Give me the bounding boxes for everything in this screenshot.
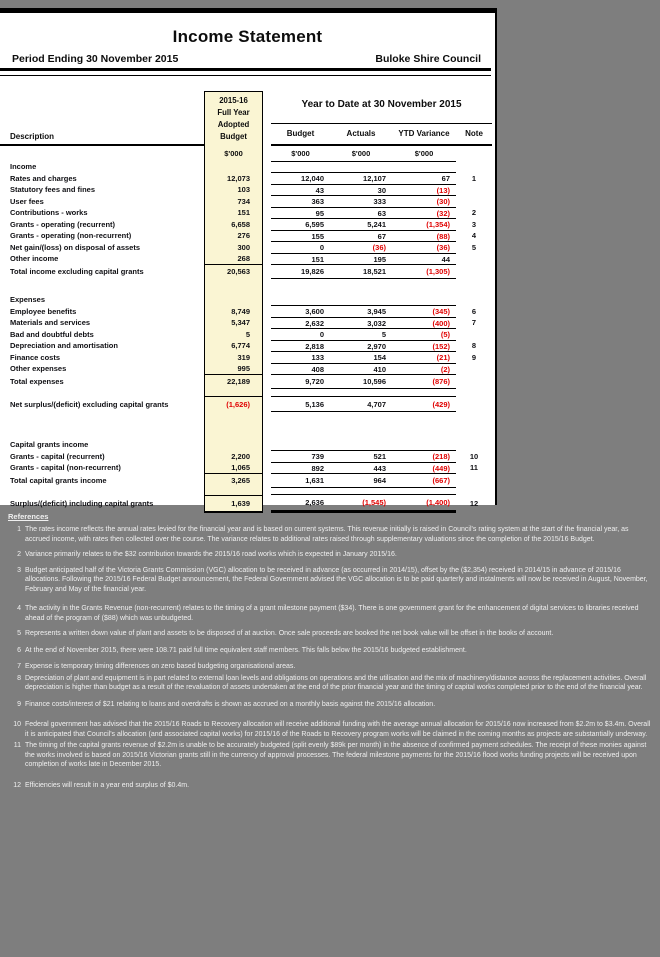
row-label: Rates and charges [10,173,77,183]
units-variance: $'000 [392,146,456,162]
cell-ytd-actuals: 154 [330,351,392,364]
cell-adopted-budget [204,161,263,173]
cell-ytd-actuals: 3,945 [330,305,392,318]
cell-ytd-variance: (36) [392,241,456,254]
cell-note-ref: 1 [471,173,477,183]
cell-adopted-budget: 5,347 [204,317,263,329]
cell-ytd-budget: 2,632 [271,317,330,330]
note-text: Budget anticipated half of the Victoria Grants Commission (VGC) allocation to be received in advance (as occurred in 2014/15), offset by the ($2,354) received in 2014/15 in advance of 2015/16 allocations. Following the 2015/16 Federal Budget announcement, the Federal Government advised the VGC allocation is to be paid quarterly and instalments will now be received in August, November, February and May of the financial year. [25,566,648,593]
notes-list [8,525,654,790]
cell-ytd-variance: (152) [392,340,456,353]
description-column-label: Description [0,132,204,146]
cell-ytd-variance: (667) [392,473,456,489]
cell-adopted-budget: 734 [204,196,263,208]
cell-ytd-variance: 67 [392,172,456,185]
row-label: Expenses [10,295,46,305]
note-item [8,604,654,623]
table-row [0,294,495,306]
cell-ytd-budget: 43 [271,184,330,197]
cell-note-ref: 2 [471,208,477,218]
cell-ytd-actuals: (1,545) [330,494,392,513]
row-label: Contributions - works [10,208,88,218]
table-row [0,242,495,254]
table-row [0,317,495,329]
table-row [0,196,495,208]
cell-adopted-budget [204,278,263,294]
row-label: Capital grants income [10,440,89,450]
cell-ytd-budget: 151 [271,253,330,266]
note-text: The activity in the Grants Revenue (non-recurrent) relates to the timing of a grant milestone payment ($34). There is one government grant for the enhancement of digital services to libraries received ahead of the program of ($88) which was unbudgeted. [25,605,639,622]
cell-adopted-budget: 300 [204,242,263,254]
note-item [8,674,654,693]
cell-ytd-budget: 6,595 [271,218,330,231]
cell-ytd-variance: (32) [392,207,456,220]
table-body [0,161,495,511]
note-item [8,646,654,656]
cell-ytd-actuals: 4,707 [330,396,392,412]
cell-adopted-budget [204,294,263,306]
row-label: Other income [10,254,59,264]
cell-ytd-budget: 739 [271,450,330,463]
row-label: Grants - operating (recurrent) [10,219,116,229]
cell-ytd-budget: 95 [271,207,330,220]
cell-ytd-budget: 155 [271,230,330,243]
period-label: Period Ending 30 November 2015 [12,53,179,65]
cell-ytd-variance: (400) [392,317,456,330]
cell-ytd-variance: (13) [392,184,456,197]
cell-ytd-variance: (5) [392,328,456,341]
column-label-variance: YTD Variance [392,129,456,146]
cell-ytd-budget: 0 [271,328,330,341]
table-row [0,411,495,439]
cell-adopted-budget: 12,073 [204,173,263,185]
cell-ytd-budget: 9,720 [271,374,330,390]
cell-ytd-actuals: 67 [330,230,392,243]
cell-note-ref: 11 [470,463,478,473]
cell-ytd-actuals: 410 [330,363,392,376]
adopted-line: Budget [220,132,247,142]
cell-note-ref: 10 [469,451,479,461]
cell-ytd-variance: (1,305) [392,264,456,280]
cell-ytd-variance: (218) [392,450,456,463]
note-text: The timing of the capital grants revenue of $2.2m is unable to be accurately budgeted (split evenly $89k per month) in the absence of confirmed payment schedules. The receipt of these monies against the works involved is based on 2015/16 Victorian grants still in the currency of approval processes. The federal milestone payments for the 2015/16 flood works funding projects will be received upon completion of works late in December 2015. [25,742,647,769]
note-item [8,781,654,791]
table-row [0,397,495,411]
row-label: Income [10,162,37,172]
cell-ytd-variance: (449) [392,462,456,475]
note-text: Federal government has advised that the 2015/16 Roads to Recovery allocation will receive additional funding with the average annual allocation for 2015/16 now increased from $2.2m to $3.4m. Overall it is anticipated that Council's allocation (and associated capital works) for 2015/16 of the Roads to Recovery program works will be claimed in the coming months as projects are substantially underway. [25,721,651,738]
table-row [0,451,495,463]
cell-adopted-budget: 8,749 [204,306,263,318]
note-number: 1 [17,526,21,534]
adopted-line: Full Year [217,107,250,117]
table-row [0,219,495,231]
cell-note-ref: 7 [471,318,477,328]
note-text: Efficiencies will result in a year end surplus of $0.4m. [25,781,190,789]
cell-ytd-variance: (21) [392,351,456,364]
cell-ytd-actuals: 2,970 [330,340,392,353]
cell-adopted-budget: 319 [204,352,263,364]
cell-ytd-actuals: 443 [330,462,392,475]
cell-ytd-budget: 133 [271,351,330,364]
cell-adopted-budget: 995 [204,363,263,375]
cell-adopted-budget: 1,065 [204,462,263,474]
cell-adopted-budget: (1,626) [204,396,263,412]
row-label: Total income excluding capital grants [10,266,144,276]
row-label: Bad and doubtful debts [10,329,94,339]
cell-ytd-actuals: 30 [330,184,392,197]
cell-adopted-budget: 22,189 [204,374,263,390]
cell-note-ref: 12 [469,499,479,508]
cell-ytd-actuals: 63 [330,207,392,220]
note-number: 7 [17,663,21,671]
row-label: Grants - operating (non-recurrent) [10,231,132,241]
table-row [0,207,495,219]
row-label: Statutory fees and fines [10,185,96,195]
cell-adopted-budget: 103 [204,184,263,196]
cell-ytd-variance: (345) [392,305,456,318]
cell-ytd-budget: 892 [271,462,330,475]
cell-ytd-variance: 44 [392,253,456,266]
row-label: Employee benefits [10,306,77,316]
cell-ytd-variance: (1,400) [392,494,456,513]
note-number: 10 [13,721,21,729]
cell-ytd-budget: 3,600 [271,305,330,318]
note-text: Represents a written down value of plant and assets to be disposed of at auction. Once sale proceeds are booked the net book value will be offset in the books of account. [25,630,554,638]
cell-ytd-variance: (30) [392,195,456,208]
references-section [8,512,654,791]
table-row [0,340,495,352]
note-number: 4 [17,605,21,613]
page-title: Income Statement [172,27,323,46]
units-budget: $'000 [271,146,330,162]
cell-ytd-actuals: 3,032 [330,317,392,330]
note-number: 5 [17,630,21,638]
note-item [8,741,654,770]
cell-adopted-budget: 1,639 [204,495,263,513]
cell-adopted-budget: 268 [204,253,263,265]
row-label: Materials and services [10,318,91,328]
subheader [0,53,495,65]
cell-adopted-budget: 276 [204,230,263,242]
table-row [0,278,495,294]
references-heading: References [8,512,49,521]
cell-ytd-variance: (876) [392,374,456,390]
income-statement-page [0,13,497,508]
row-label: User fees [10,196,44,206]
note-text: Finance costs/interest of $21 relating to loans and overdrafts is shown as accrued on a monthly basis against the 2015/16 allocation. [25,700,436,708]
cell-ytd-actuals: 10,596 [330,374,392,390]
note-text: Depreciation of plant and equipment is in part related to external loan levels and obligations on operations and the utilisation and the mix of machinery/distance across the replacement activities. Overall depreciation is higher than budget as a result of the revaluation of assets undertaken at the end of the prior financial year and the timing of capital works completed prior to the end of the financial year. [25,674,647,692]
note-number: 12 [13,781,21,789]
cell-ytd-budget: 2,636 [271,494,330,513]
adopted-line: 2015-16 [219,95,248,105]
table-row [0,439,495,451]
units-actuals: $'000 [330,146,392,162]
note-text: The rates income reflects the annual rates levied for the financial year and is based on current systems. This revenue initially is raised in Council's rating system at the start of the financial year, as accrued income, with rates then collected over the course. The variance relates to additional rates raised through supplementary valuations since the completion of the 2015/16 Budget. [25,526,629,543]
cell-ytd-actuals: 521 [330,450,392,463]
cell-ytd-actuals: 12,107 [330,172,392,185]
table-row [0,265,495,279]
row-label: Surplus/(deficit) including capital grants [10,499,154,508]
cell-ytd-variance: (429) [392,396,456,412]
table-row [0,474,495,488]
cell-ytd-actuals: 333 [330,195,392,208]
units-adopted: $'000 [204,146,263,162]
note-item [8,720,654,739]
note-number: 2 [17,551,21,559]
cell-adopted-budget: 20,563 [204,264,263,280]
row-label: Net gain/(loss) on disposal of assets [10,242,141,252]
cell-ytd-budget: 5,136 [271,396,330,412]
cell-adopted-budget [204,411,263,439]
cell-note-ref: 6 [471,306,477,316]
cell-ytd-actuals: 5,241 [330,218,392,231]
cell-ytd-actuals: (36) [330,241,392,254]
table-row [0,329,495,341]
cell-adopted-budget: 151 [204,207,263,219]
table-header [0,91,495,146]
cell-ytd-actuals: 964 [330,473,392,489]
cell-adopted-budget: 2,200 [204,451,263,463]
income-statement-table [0,91,495,511]
row-label: Finance costs [10,352,61,362]
cell-note-ref: 3 [471,219,477,229]
cell-ytd-budget: 2,818 [271,340,330,353]
note-item [8,700,654,710]
cell-adopted-budget: 3,265 [204,473,263,489]
adopted-budget-header [204,91,263,147]
table-row [0,184,495,196]
cell-ytd-variance: (88) [392,230,456,243]
table-row [0,352,495,364]
column-label-budget: Budget [271,129,330,146]
note-text: At the end of November 2015, there were 108.71 paid full time equivalent staff members. This falls below the 2015/16 budgeted establishment. [25,646,467,654]
header-rule [0,68,491,76]
cell-ytd-budget: 408 [271,363,330,376]
cell-ytd-actuals: 195 [330,253,392,266]
column-label-note: Note [456,129,492,146]
note-number: 11 [13,742,21,750]
cell-ytd-budget: 12,040 [271,172,330,185]
row-label: Total capital grants income [10,475,107,485]
cell-ytd-budget: 1,631 [271,473,330,489]
table-row [0,375,495,389]
cell-adopted-budget [204,439,263,451]
note-number: 8 [17,674,21,682]
note-text: Variance primarily relates to the $32 contribution towards the 2015/16 road works which is expected in January 2015/16. [25,551,397,559]
cell-ytd-actuals: 18,521 [330,264,392,280]
note-number: 9 [17,700,21,708]
note-number: 6 [17,646,21,654]
note-item [8,550,654,560]
cell-ytd-budget: 0 [271,241,330,254]
cell-note-ref: 8 [471,341,477,351]
note-item [8,566,654,595]
units-row [0,146,495,161]
table-row [0,306,495,318]
cell-ytd-actuals: 5 [330,328,392,341]
row-label: Grants - capital (recurrent) [10,451,105,461]
cell-ytd-budget: 19,826 [271,264,330,280]
table-row [0,230,495,242]
note-item [8,662,654,672]
cell-adopted-budget: 6,658 [204,219,263,231]
cell-ytd-budget: 363 [271,195,330,208]
cell-note-ref: 5 [471,242,477,252]
cell-adopted-budget: 6,774 [204,340,263,352]
note-item [8,629,654,639]
table-row [0,161,495,173]
note-text: Expense is temporary timing differences on zero based budgeting organisational areas. [25,663,296,671]
cell-note-ref: 4 [471,231,477,241]
cell-ytd-variance: (1,354) [392,218,456,231]
row-label: Net surplus/(deficit) excluding capital grants [10,399,169,409]
column-label-actuals: Actuals [330,129,392,146]
table-row [0,496,495,511]
row-label: Total expenses [10,376,64,386]
council-label: Buloke Shire Council [375,53,481,65]
cell-ytd-variance: (2) [392,363,456,376]
row-label: Grants - capital (non-recurrent) [10,463,121,473]
cell-note-ref: 9 [471,352,477,362]
adopted-line: Adopted [217,120,250,129]
note-item [8,525,654,544]
row-label: Other expenses [10,364,67,374]
row-label: Depreciation and amortisation [10,341,118,351]
table-row [0,173,495,185]
ytd-header-label: Year to Date at 30 November 2015 [271,91,492,124]
note-number: 3 [17,566,21,574]
cell-adopted-budget: 5 [204,329,263,341]
